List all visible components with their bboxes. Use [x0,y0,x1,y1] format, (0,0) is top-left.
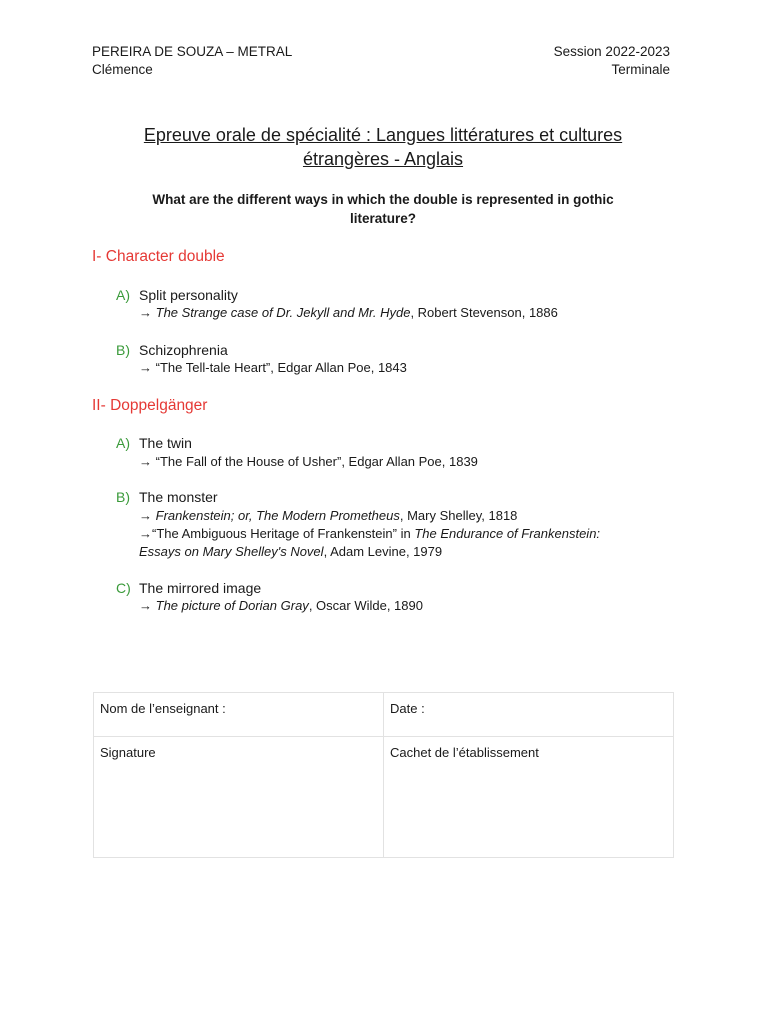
reference-1a [139,304,679,322]
subsection-1a [116,286,238,304]
work-details: , Adam Levine, 1979 [323,544,443,559]
arrow-glyph: → [139,508,156,523]
subsection-1b [116,341,228,359]
subsection-2a [116,434,192,452]
item-letter: C) [116,580,131,596]
book-title: The Endurance of Frankenstein: [414,526,601,541]
arrow-glyph: → [139,305,156,320]
teacher-signature-table [93,692,674,858]
arrow-glyph: → [139,360,156,375]
reference-2b-2 [139,525,679,561]
page-title [92,123,674,171]
item-label: The twin [139,435,192,451]
book-title-continued: Essays on Mary Shelley's Novel [139,544,324,559]
title-line-2: étrangères - Anglais [302,149,464,169]
work-title: The picture of Dorian Gray [155,598,309,613]
item-letter: B) [116,489,130,505]
item-letter: A) [116,287,130,303]
school-stamp-cell: Cachet de l’établissement [384,737,674,858]
arrow-glyph: → [139,454,156,469]
problem-question [110,190,656,228]
signature-cell: Signature [94,737,384,858]
work-title: The Strange case of Dr. Jekyll and Mr. Hyde [155,305,411,320]
title-line-1: Epreuve orale de spécialité : Langues littératures et cultures [143,125,623,145]
section-heading-2: II- Doppelgänger [92,397,208,414]
teacher-name-cell: Nom de l’enseignant : [94,693,384,737]
reference-2b-1 [139,507,679,525]
work-title: Frankenstein; or, The Modern Prometheus [155,508,400,523]
student-surname: PEREIRA DE SOUZA – METRAL [92,44,293,59]
arrow-glyph: → [139,526,152,541]
question-line-2: literature? [349,211,417,226]
item-letter: B) [116,342,130,358]
session-year: Session 2022-2023 [553,44,670,59]
subsection-2b [116,488,218,506]
subsection-2c [116,579,261,597]
reference-2c [139,597,679,615]
work-details: , Mary Shelley, 1818 [399,508,518,523]
work-details: , Oscar Wilde, 1890 [308,598,423,613]
question-line-1: What are the different ways in which the double is represented in gothic [152,192,614,207]
work-details: , Robert Stevenson, 1886 [410,305,558,320]
date-cell: Date : [384,693,674,737]
student-name-block [92,43,292,78]
item-label: The monster [139,489,218,505]
item-label: Schizophrenia [139,342,228,358]
item-letter: A) [116,435,130,451]
work-details: “The Fall of the House of Usher”, Edgar Allan Poe, 1839 [155,454,478,469]
arrow-glyph: → [139,598,156,613]
essay-title: “The Ambiguous Heritage of Frankenstein” in [152,526,415,541]
item-label: The mirrored image [139,580,262,596]
work-details: “The Tell-tale Heart”, Edgar Allan Poe, 1843 [155,360,407,375]
class-level: Terminale [611,61,670,77]
reference-2a [139,453,679,471]
student-firstname: Clémence [92,61,153,77]
session-block [554,43,670,78]
item-label: Split personality [139,287,238,303]
reference-1b [139,359,679,377]
section-heading-1: I- Character double [92,248,225,265]
